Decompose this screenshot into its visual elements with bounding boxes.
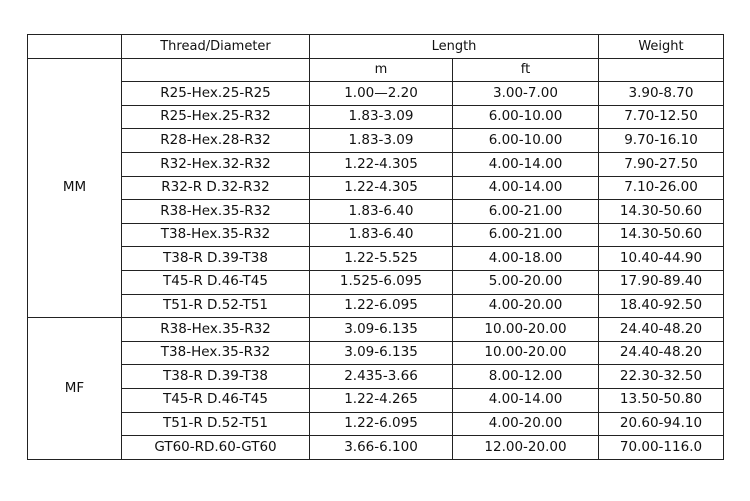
table-row xyxy=(28,152,724,176)
cell-thread: R38-Hex.35-R32 xyxy=(122,200,310,224)
cell-ft: 12.00-20.00 xyxy=(453,436,599,460)
table-row xyxy=(28,270,724,294)
cell-weight: 20.60-94.10 xyxy=(599,412,724,436)
cell-thread: T38-R D.39-T38 xyxy=(122,365,310,389)
cell-weight: 7.70-12.50 xyxy=(599,105,724,129)
cell-thread: R38-Hex.35-R32 xyxy=(122,318,310,342)
cell-weight: 70.00-116.0 xyxy=(599,436,724,460)
cell-weight: 7.10-26.00 xyxy=(599,176,724,200)
cell-m: 1.00—2.20 xyxy=(310,82,453,106)
table-row xyxy=(28,341,724,365)
table-row xyxy=(28,318,724,342)
cell-ft: 4.00-14.00 xyxy=(453,176,599,200)
table-row xyxy=(28,388,724,412)
spec-table xyxy=(27,34,724,460)
thread-header: Thread/Diameter xyxy=(122,35,310,59)
cell-weight: 14.30-50.60 xyxy=(599,200,724,224)
cell-m: 2.435-3.66 xyxy=(310,365,453,389)
cell-ft: 8.00-12.00 xyxy=(453,365,599,389)
header-row xyxy=(28,35,724,59)
cell-m: 1.83-6.40 xyxy=(310,223,453,247)
cell-weight: 3.90-8.70 xyxy=(599,82,724,106)
cell-thread: R25-Hex.25-R32 xyxy=(122,105,310,129)
cell-weight: 24.40-48.20 xyxy=(599,318,724,342)
cell-weight: 22.30-32.50 xyxy=(599,365,724,389)
table-row xyxy=(28,82,724,106)
cell-weight: 14.30-50.60 xyxy=(599,223,724,247)
cell-weight: 13.50-50.80 xyxy=(599,388,724,412)
cell-m: 1.22-6.095 xyxy=(310,294,453,318)
table-row xyxy=(28,105,724,129)
cell-thread: T38-R D.39-T38 xyxy=(122,247,310,271)
cell-weight: 18.40-92.50 xyxy=(599,294,724,318)
cell-weight: 7.90-27.50 xyxy=(599,152,724,176)
group-cell-mm: MM xyxy=(28,58,122,318)
cell-m: 1.22-5.525 xyxy=(310,247,453,271)
cell-ft: 6.00-21.00 xyxy=(453,200,599,224)
weight-subheader-empty xyxy=(599,58,724,82)
subheader-row xyxy=(28,58,724,82)
cell-ft: 6.00-10.00 xyxy=(453,129,599,153)
cell-thread: T38-Hex.35-R32 xyxy=(122,341,310,365)
cell-weight: 9.70-16.10 xyxy=(599,129,724,153)
cell-weight: 24.40-48.20 xyxy=(599,341,724,365)
table-row xyxy=(28,294,724,318)
cell-ft: 4.00-18.00 xyxy=(453,247,599,271)
group-cell-mf: MF xyxy=(28,318,122,460)
table-row xyxy=(28,412,724,436)
table-row xyxy=(28,223,724,247)
cell-ft: 6.00-21.00 xyxy=(453,223,599,247)
cell-thread: T51-R D.52-T51 xyxy=(122,412,310,436)
cell-m: 1.83-6.40 xyxy=(310,200,453,224)
cell-thread: GT60-RD.60-GT60 xyxy=(122,436,310,460)
cell-thread: R25-Hex.25-R25 xyxy=(122,82,310,106)
table-row xyxy=(28,365,724,389)
cell-m: 3.09-6.135 xyxy=(310,318,453,342)
cell-ft: 5.00-20.00 xyxy=(453,270,599,294)
table-row xyxy=(28,436,724,460)
ft-header: ft xyxy=(453,58,599,82)
cell-ft: 3.00-7.00 xyxy=(453,82,599,106)
cell-m: 1.525-6.095 xyxy=(310,270,453,294)
cell-m: 1.83-3.09 xyxy=(310,129,453,153)
cell-ft: 6.00-10.00 xyxy=(453,105,599,129)
weight-header: Weight xyxy=(599,35,724,59)
cell-m: 1.22-4.265 xyxy=(310,388,453,412)
cell-ft: 10.00-20.00 xyxy=(453,341,599,365)
cell-ft: 10.00-20.00 xyxy=(453,318,599,342)
cell-thread: T51-R D.52-T51 xyxy=(122,294,310,318)
cell-ft: 4.00-20.00 xyxy=(453,294,599,318)
m-header: m xyxy=(310,58,453,82)
length-header: Length xyxy=(310,35,599,59)
cell-weight: 17.90-89.40 xyxy=(599,270,724,294)
cell-thread: T38-Hex.35-R32 xyxy=(122,223,310,247)
cell-thread: R32-Hex.32-R32 xyxy=(122,152,310,176)
cell-m: 3.09-6.135 xyxy=(310,341,453,365)
corner-cell xyxy=(28,35,122,59)
cell-m: 1.22-4.305 xyxy=(310,176,453,200)
cell-thread: T45-R D.46-T45 xyxy=(122,270,310,294)
cell-thread: R28-Hex.28-R32 xyxy=(122,129,310,153)
table-row xyxy=(28,200,724,224)
cell-m: 1.22-6.095 xyxy=(310,412,453,436)
cell-thread: R32-R D.32-R32 xyxy=(122,176,310,200)
cell-m: 1.22-4.305 xyxy=(310,152,453,176)
thread-subheader-empty xyxy=(122,58,310,82)
cell-ft: 4.00-14.00 xyxy=(453,152,599,176)
table-row xyxy=(28,247,724,271)
cell-ft: 4.00-20.00 xyxy=(453,412,599,436)
table-row xyxy=(28,129,724,153)
cell-m: 1.83-3.09 xyxy=(310,105,453,129)
cell-weight: 10.40-44.90 xyxy=(599,247,724,271)
cell-m: 3.66-6.100 xyxy=(310,436,453,460)
cell-ft: 4.00-14.00 xyxy=(453,388,599,412)
table-row xyxy=(28,176,724,200)
cell-thread: T45-R D.46-T45 xyxy=(122,388,310,412)
